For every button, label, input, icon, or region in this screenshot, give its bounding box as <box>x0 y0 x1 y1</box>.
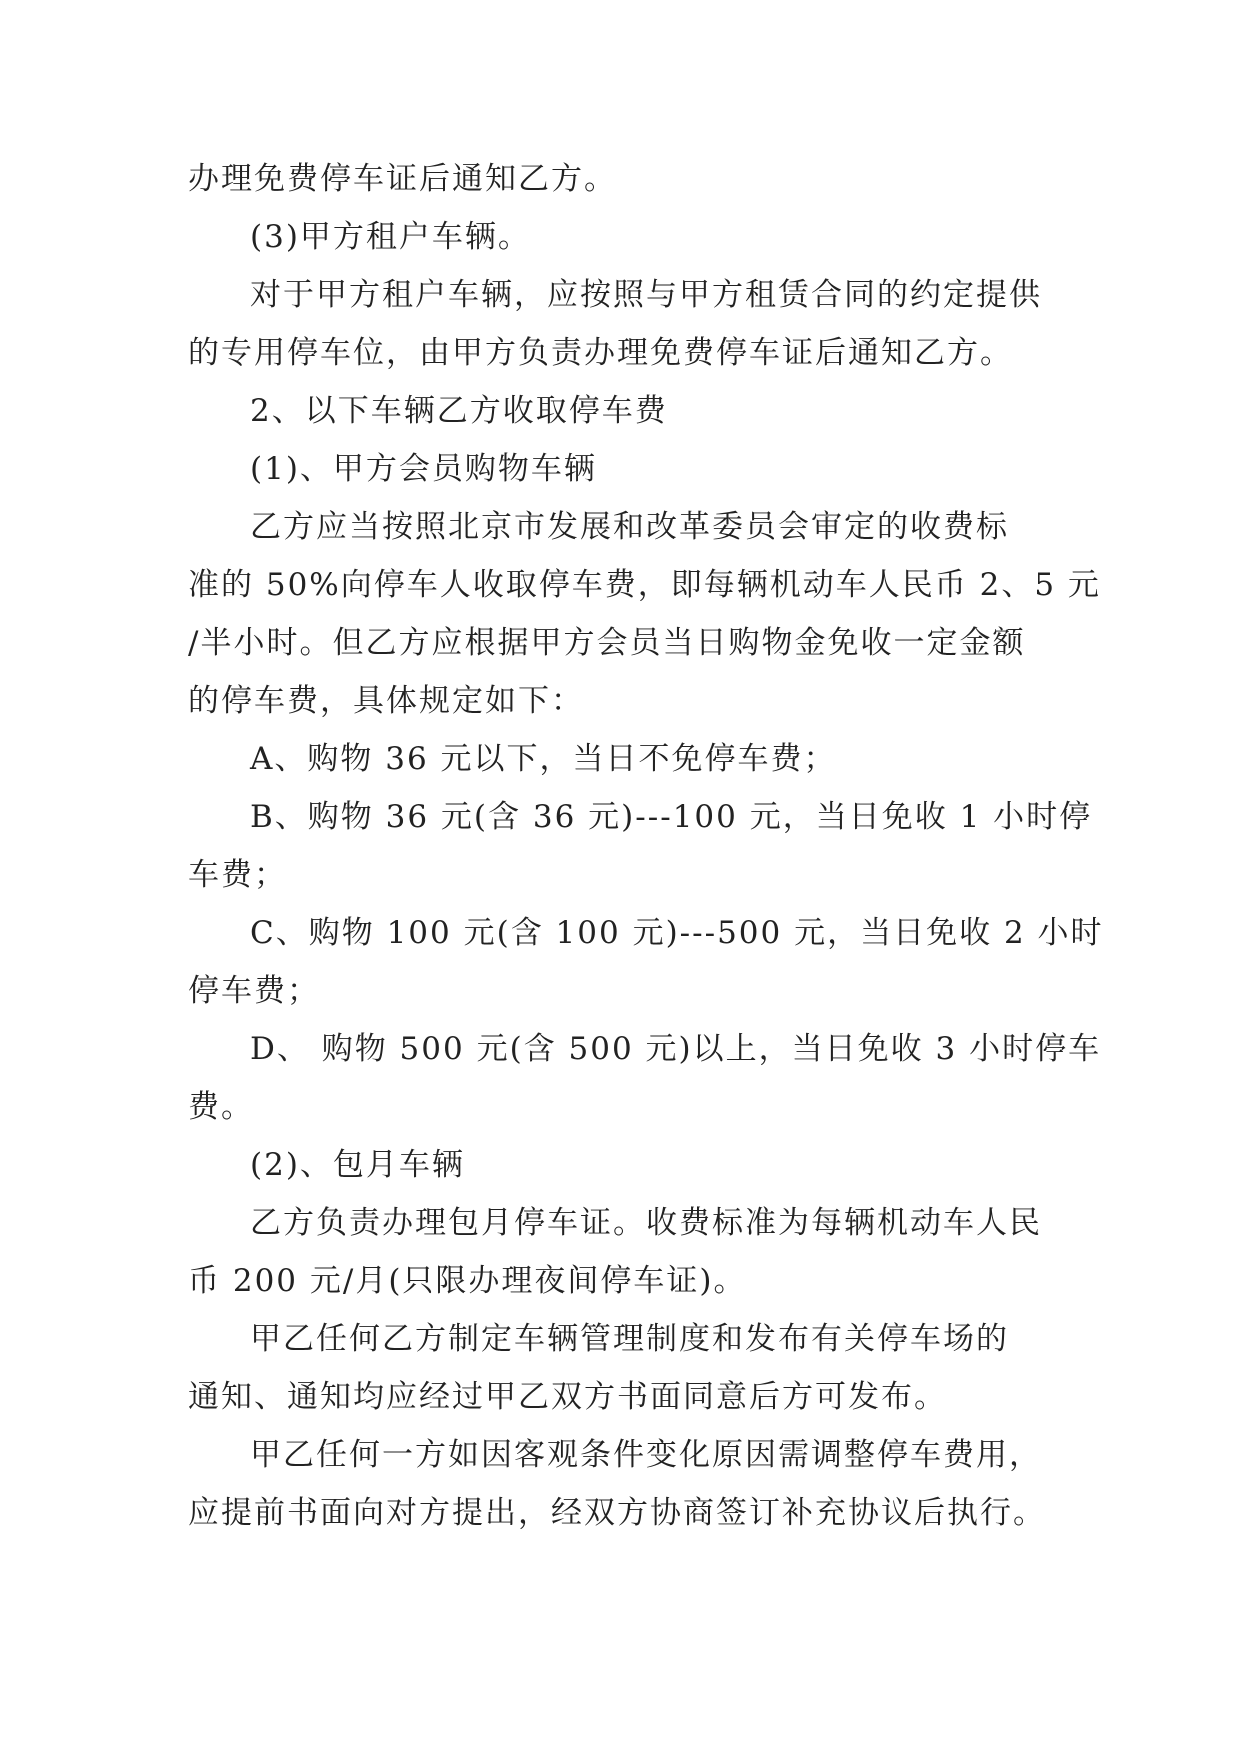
text-line: (1)、甲方会员购物车辆 <box>250 451 597 487</box>
text-line: 车费； <box>188 857 287 893</box>
text-line: 应提前书面向对方提出，经双方协商签订补充协议后执行。 <box>188 1495 1046 1531</box>
text-line: 乙方负责办理包月停车证。收费标准为每辆机动车人民 <box>250 1205 1042 1241</box>
text-line: 2、以下车辆乙方收取停车费 <box>250 393 668 429</box>
text-line: 费。 <box>188 1089 254 1125</box>
text-line: 通知、通知均应经过甲乙双方书面同意后方可发布。 <box>188 1379 947 1415</box>
text-line: 对于甲方租户车辆，应按照与甲方租赁合同的约定提供 <box>250 277 1042 313</box>
text-line: (2)、包月车辆 <box>250 1147 465 1183</box>
text-line: 的停车费，具体规定如下： <box>188 683 584 719</box>
text-line: (3)甲方租户车辆。 <box>250 219 531 255</box>
text-line: 甲乙任何一方如因客观条件变化原因需调整停车费用， <box>250 1437 1042 1473</box>
text-line: 准的 50%向停车人收取停车费，即每辆机动车人民币 2、5 元 <box>188 567 1101 603</box>
text-line: 的专用停车位，由甲方负责办理免费停车证后通知乙方。 <box>188 335 1013 371</box>
text-line: 乙方应当按照北京市发展和改革委员会审定的收费标 <box>250 509 1009 545</box>
text-line: 办理免费停车证后通知乙方。 <box>188 161 617 197</box>
text-line: A、购物 36 元以下，当日不免停车费； <box>250 741 837 777</box>
text-line: 币 200 元/月(只限办理夜间停车证)。 <box>188 1263 747 1299</box>
document-body <box>188 150 1104 1542</box>
text-line: D、 购物 500 元(含 500 元)以上，当日免收 3 小时停车 <box>250 1031 1102 1067</box>
text-line: C、购物 100 元(含 100 元)---500 元，当日免收 2 小时 <box>250 915 1104 951</box>
text-line: 甲乙任何乙方制定车辆管理制度和发布有关停车场的 <box>250 1321 1009 1357</box>
text-line: B、购物 36 元(含 36 元)---100 元，当日免收 1 小时停 <box>250 799 1093 835</box>
text-line: /半小时。但乙方应根据甲方会员当日购物金免收一定金额 <box>188 625 1026 661</box>
text-line: 停车费； <box>188 973 320 1009</box>
